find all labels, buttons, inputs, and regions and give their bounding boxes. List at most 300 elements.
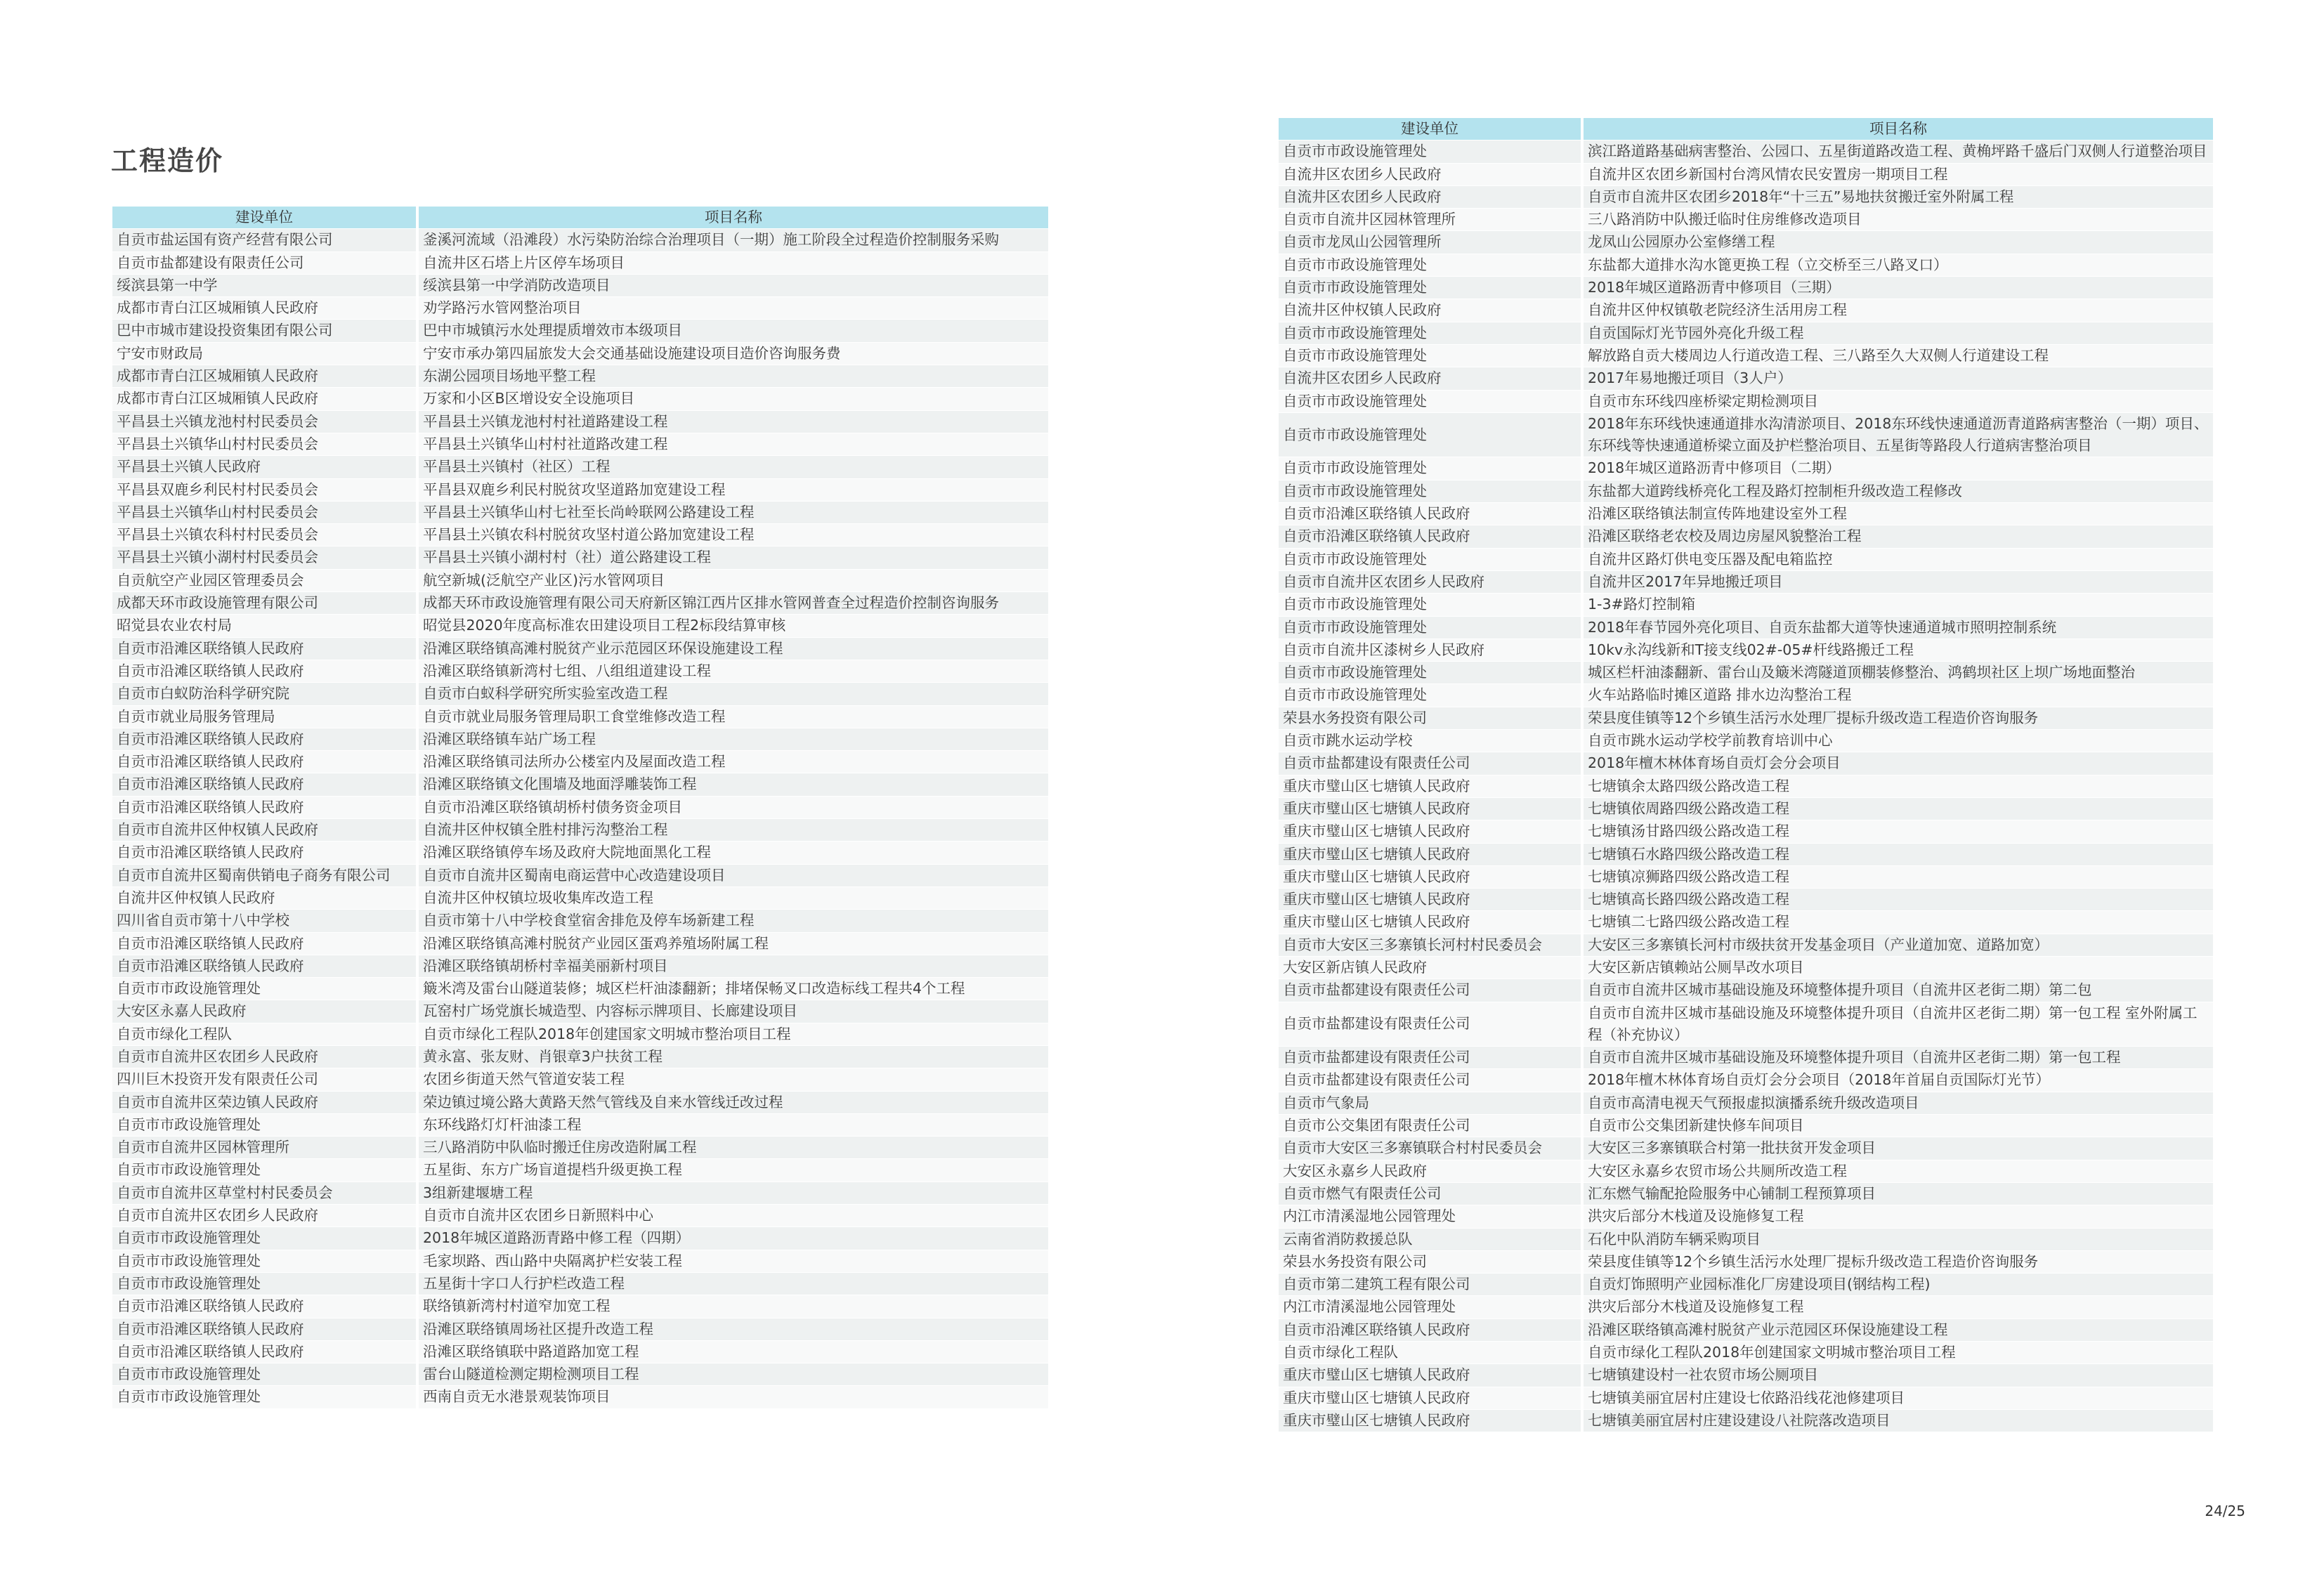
column-header-project: 项目名称: [417, 207, 1048, 229]
cell-unit: 平昌县土兴镇小湖村村民委员会: [112, 547, 417, 569]
cell-project: 巴中市城镇污水处理提质增效市本级项目: [417, 320, 1048, 342]
cell-project: 联络镇新湾村村道窄加宽工程: [417, 1295, 1048, 1318]
cell-unit: 重庆市璧山区七塘镇人民政府: [1279, 797, 1582, 820]
table-row: [1279, 684, 2213, 707]
cell-project: 平昌县土兴镇村（社区）工程: [417, 456, 1048, 478]
table-row: [1279, 889, 2213, 911]
cell-project: 自贡市高清电视天气预报虚拟演播系统升级改造项目: [1582, 1092, 2213, 1114]
cell-unit: 四川省自贡市第十八中学校: [112, 910, 417, 932]
table-row: [1279, 1182, 2213, 1205]
cell-project: 沿滩区联络镇文化围墙及地面浮雕装饰工程: [417, 773, 1048, 796]
cell-project: 自流井区仲权镇垃圾收集库改造工程: [417, 886, 1048, 909]
cell-unit: 绥滨县第一中学: [112, 274, 417, 296]
cell-unit: 自流井区仲权镇人民政府: [1279, 299, 1582, 322]
table-row: [112, 297, 1048, 320]
cell-project: 自贡市绿化工程队2018年创建国家文明城市整治项目工程: [417, 1023, 1048, 1045]
cell-project: 东环线路灯灯杆油漆工程: [417, 1113, 1048, 1136]
table-row: [1279, 730, 2213, 752]
table-row: [112, 705, 1048, 728]
table-row: [1279, 1409, 2213, 1432]
table-row: [1279, 1092, 2213, 1114]
cell-project: 自贡市自流井区农团乡日新照料中心: [417, 1205, 1048, 1227]
cell-unit: 宁安市财政局: [112, 342, 417, 365]
cell-project: 成都天环市政设施管理有限公司天府新区锦江西片区排水管网普查全过程造价控制咨询服务: [417, 592, 1048, 615]
cell-project: 自贡市绿化工程队2018年创建国家文明城市整治项目工程: [1582, 1342, 2213, 1364]
cell-unit: 四川巨木投资开发有限责任公司: [112, 1068, 417, 1091]
cell-project: 七塘镇汤甘路四级公路改造工程: [1582, 820, 2213, 843]
table-row: [1279, 865, 2213, 888]
cell-project: 石化中队消防车辆采购项目: [1582, 1228, 2213, 1250]
table-row: [1279, 185, 2213, 208]
cell-unit: 内江市清溪湿地公园管理处: [1279, 1296, 1582, 1318]
cell-unit: 自贡市第二建筑工程有限公司: [1279, 1274, 1582, 1296]
table-row: [1279, 344, 2213, 367]
table-row: [1279, 843, 2213, 865]
table-row: [112, 1205, 1048, 1227]
cell-unit: 昭觉县农业农村局: [112, 615, 417, 637]
cell-project: 平昌县土兴镇农科村脱贫攻坚村道公路加宽建设工程: [417, 524, 1048, 547]
cell-unit: 自贡市沿滩区联络镇人民政府: [112, 932, 417, 955]
cell-project: 大安区三多寨镇长河村市级扶贫开发基金项目（产业道加宽、道路加宽）: [1582, 934, 2213, 956]
table-row: [1279, 775, 2213, 797]
table-row: [112, 886, 1048, 909]
cell-project: 沿滩区联络镇法制宣传阵地建设室外工程: [1582, 503, 2213, 525]
table-row: [1279, 797, 2213, 820]
cell-project: 荣边镇过境公路大黄路天然气管线及自来水管线迁改过程: [417, 1091, 1048, 1113]
cell-unit: 自贡市沿滩区联络镇人民政府: [112, 1340, 417, 1363]
cell-unit: 重庆市璧山区七塘镇人民政府: [1279, 865, 1582, 888]
cell-project: 城区栏杆油漆翻新、雷台山及簸米湾隧道顶棚装修整治、鸿鹤坝社区上坝广场地面整治: [1582, 662, 2213, 684]
cell-unit: 重庆市璧山区七塘镇人民政府: [1279, 889, 1582, 911]
right-table-body: [1279, 140, 2213, 1432]
table-row: [1279, 662, 2213, 684]
cell-project: 自贡市东环线四座桥梁定期检测项目: [1582, 390, 2213, 412]
table-row: [1279, 412, 2213, 457]
cell-unit: 平昌县土兴镇人民政府: [112, 456, 417, 478]
cell-project: 自贡市自流井区城市基础设施及环境整体提升项目（自流井区老街二期）第一包工程 室外附属工程（补充协议）: [1582, 1002, 2213, 1047]
table-row: [112, 229, 1048, 251]
table-row: [1279, 1318, 2213, 1341]
cell-project: 五星街十字口人行护栏改造工程: [417, 1272, 1048, 1295]
cell-project: 洪灾后部分木栈道及设施修复工程: [1582, 1296, 2213, 1318]
table-row: [1279, 457, 2213, 480]
cell-unit: 自贡市自流井区园林管理所: [112, 1137, 417, 1159]
table-row: [1279, 570, 2213, 593]
table-row: [1279, 1364, 2213, 1387]
cell-project: 航空新城(泛航空产业区)污水管网项目: [417, 569, 1048, 591]
table-header-row: [112, 207, 1048, 229]
cell-unit: 自流井区仲权镇人民政府: [112, 886, 417, 909]
column-header-unit: 建设单位: [1279, 118, 1582, 140]
cell-project: 解放路自贡大楼周边人行道改造工程、三八路至久大双侧人行道建设工程: [1582, 344, 2213, 367]
cell-unit: 自贡市市政设施管理处: [1279, 277, 1582, 299]
cell-unit: 自贡市市政设施管理处: [1279, 594, 1582, 616]
cell-project: 沿滩区联络镇车站广场工程: [417, 728, 1048, 750]
table-row: [112, 365, 1048, 388]
cell-unit: 荣县水务投资有限公司: [1279, 1250, 1582, 1273]
cell-unit: 自流井区农团乡人民政府: [1279, 367, 1582, 390]
cell-project: 自流井区石塔上片区停车场项目: [417, 251, 1048, 274]
cell-unit: 自贡市市政设施管理处: [112, 1272, 417, 1295]
cell-unit: 重庆市璧山区七塘镇人民政府: [1279, 911, 1582, 934]
cell-unit: 自贡市沿滩区联络镇人民政府: [112, 660, 417, 682]
table-row: [112, 478, 1048, 501]
cell-unit: 内江市清溪湿地公园管理处: [1279, 1205, 1582, 1228]
table-row: [1279, 548, 2213, 570]
cell-unit: 重庆市璧山区七塘镇人民政府: [1279, 775, 1582, 797]
cell-unit: 自贡市就业局服务管理局: [112, 705, 417, 728]
table-row: [1279, 1387, 2213, 1409]
cell-unit: 平昌县土兴镇龙池村村民委员会: [112, 410, 417, 433]
cell-unit: 成都市青白江区城厢镇人民政府: [112, 297, 417, 320]
cell-unit: 自贡市沿滩区联络镇人民政府: [112, 1318, 417, 1340]
cell-project: 2018年檀木林体育场自贡灯会分会项目: [1582, 752, 2213, 775]
cell-project: 自贡市自流井区蜀南电商运营中心改造建设项目: [417, 864, 1048, 886]
cell-unit: 自贡市市政设施管理处: [1279, 662, 1582, 684]
table-row: [112, 1227, 1048, 1250]
cell-project: 昭觉县2020年度高标准农田建设项目工程2标段结算审核: [417, 615, 1048, 637]
table-row: [112, 410, 1048, 433]
cell-unit: 自贡市沿滩区联络镇人民政府: [112, 955, 417, 977]
cell-project: 三八路消防中队临时搬迁住房改造附属工程: [417, 1137, 1048, 1159]
cell-unit: 自贡市市政设施管理处: [1279, 390, 1582, 412]
table-row: [112, 955, 1048, 977]
cell-unit: 自贡市沿滩区联络镇人民政府: [1279, 1318, 1582, 1341]
cell-project: 荣县度佳镇等12个乡镇生活污水处理厂提标升级改造工程造价咨询服务: [1582, 707, 2213, 729]
cell-project: 自流井区仲权镇敬老院经济生活用房工程: [1582, 299, 2213, 322]
table-row: [112, 320, 1048, 342]
cell-unit: 重庆市璧山区七塘镇人民政府: [1279, 1387, 1582, 1409]
cell-unit: 自贡市自流井区园林管理所: [1279, 209, 1582, 231]
table-row: [112, 1363, 1048, 1386]
cell-project: 自贡市第十八中学校食堂宿舍排危及停车场新建工程: [417, 910, 1048, 932]
table-row: [1279, 1228, 2213, 1250]
column-header-project: 项目名称: [1582, 118, 2213, 140]
cell-unit: 自贡市市政设施管理处: [1279, 140, 1582, 163]
table-row: [1279, 1274, 2213, 1296]
cell-unit: 自贡航空产业园区管理委员会: [112, 569, 417, 591]
cell-project: 七塘镇石水路四级公路改造工程: [1582, 843, 2213, 865]
cell-unit: 自贡市市政设施管理处: [1279, 457, 1582, 480]
cell-unit: 重庆市璧山区七塘镇人民政府: [1279, 1364, 1582, 1387]
table-row: [1279, 707, 2213, 729]
table-row: [112, 932, 1048, 955]
table-row: [1279, 639, 2213, 661]
cell-unit: 自贡市公交集团有限责任公司: [1279, 1115, 1582, 1137]
cell-unit: 成都市青白江区城厢镇人民政府: [112, 388, 417, 410]
table-row: [112, 1068, 1048, 1091]
cell-project: 七塘镇建设村一社农贸市场公厕项目: [1582, 1364, 2213, 1387]
cell-project: 2018年城区道路沥青路中修工程（四期）: [417, 1227, 1048, 1250]
table-row: [1279, 163, 2213, 185]
table-row: [1279, 525, 2213, 548]
cell-unit: 自贡市自流井区农团乡人民政府: [112, 1045, 417, 1068]
cell-unit: 自贡市市政设施管理处: [112, 1159, 417, 1182]
cell-project: 七塘镇美丽宜居村庄建设七依路沿线花池修建项目: [1582, 1387, 2213, 1409]
table-row: [112, 342, 1048, 365]
cell-unit: 自流井区农团乡人民政府: [1279, 185, 1582, 208]
cell-unit: 自贡市龙凤山公园管理所: [1279, 231, 1582, 254]
cell-project: 沿滩区联络镇胡桥村幸福美丽新村项目: [417, 955, 1048, 977]
cell-unit: 自贡市跳水运动学校: [1279, 730, 1582, 752]
table-row: [112, 978, 1048, 1000]
cell-project: 1-3#路灯控制箱: [1582, 594, 2213, 616]
cell-project: 东盐都大道跨线桥亮化工程及路灯控制柜升级改造工程修改: [1582, 480, 2213, 502]
cell-project: 大安区三多寨镇联合村第一批扶贫开发金项目: [1582, 1137, 2213, 1160]
table-row: [1279, 322, 2213, 344]
cell-project: 火车站路临时摊区道路 排水边沟整治工程: [1582, 684, 2213, 707]
column-header-unit: 建设单位: [112, 207, 417, 229]
cell-unit: 自贡市市政设施管理处: [112, 978, 417, 1000]
cell-project: 沿滩区联络老农校及周边房屋风貌整治工程: [1582, 525, 2213, 548]
table-row: [1279, 254, 2213, 276]
cell-project: 平昌县土兴镇华山村七社至长尚岭联网公路建设工程: [417, 501, 1048, 523]
cell-unit: 自流井区农团乡人民政府: [1279, 163, 1582, 185]
table-row: [1279, 956, 2213, 979]
cell-unit: 自贡市气象局: [1279, 1092, 1582, 1114]
cell-unit: 成都天环市政设施管理有限公司: [112, 592, 417, 615]
table-row: [112, 547, 1048, 569]
table-row: [112, 819, 1048, 842]
cell-project: 劝学路污水管网整治项目: [417, 297, 1048, 320]
cell-unit: 自贡市盐都建设有限责任公司: [1279, 1047, 1582, 1069]
table-row: [112, 728, 1048, 750]
cell-unit: 大安区永嘉乡人民政府: [1279, 1160, 1582, 1182]
cell-project: 自贡市白蚁科学研究所实验室改造工程: [417, 683, 1048, 705]
cell-project: 自贡市公交集团新建快修车间项目: [1582, 1115, 2213, 1137]
left-project-table: [112, 207, 1048, 1408]
cell-unit: 自贡市沿滩区联络镇人民政府: [112, 728, 417, 750]
table-row: [112, 251, 1048, 274]
table-row: [1279, 1069, 2213, 1092]
cell-project: 2018年城区道路沥青中修项目（三期）: [1582, 277, 2213, 299]
cell-project: 龙凤山公园原办公室修缮工程: [1582, 231, 2213, 254]
cell-unit: 自贡市市政设施管理处: [1279, 684, 1582, 707]
table-row: [112, 456, 1048, 478]
table-row: [1279, 1137, 2213, 1160]
table-row: [112, 1250, 1048, 1272]
cell-project: 平昌县双鹿乡利民村脱贫攻坚道路加宽建设工程: [417, 478, 1048, 501]
table-row: [112, 501, 1048, 523]
table-row: [112, 773, 1048, 796]
cell-project: 毛家坝路、西山路中央隔离护栏安装工程: [417, 1250, 1048, 1272]
table-row: [1279, 594, 2213, 616]
table-row: [112, 1295, 1048, 1318]
cell-unit: 自贡市沿滩区联络镇人民政府: [112, 796, 417, 818]
cell-project: 自贡市沿滩区联络镇胡桥村债务资金项目: [417, 796, 1048, 818]
table-row: [1279, 299, 2213, 322]
cell-unit: 自贡市大安区三多寨镇联合村村民委员会: [1279, 1137, 1582, 1160]
cell-project: 东盐都大道排水沟水篦更换工程（立交桥至三八路叉口）: [1582, 254, 2213, 276]
cell-project: 沿滩区联络镇联中路道路加宽工程: [417, 1340, 1048, 1363]
cell-project: 平昌县土兴镇华山村村社道路改建工程: [417, 433, 1048, 455]
cell-unit: 自贡市市政设施管理处: [1279, 344, 1582, 367]
table-row: [1279, 1160, 2213, 1182]
cell-unit: 平昌县土兴镇农科村村民委员会: [112, 524, 417, 547]
cell-project: 自贡市跳水运动学校学前教育培训中心: [1582, 730, 2213, 752]
cell-project: 宁安市承办第四届旅发大会交通基础设施建设项目造价咨询服务费: [417, 342, 1048, 365]
cell-project: 西南自贡无水港景观装饰项目: [417, 1386, 1048, 1408]
cell-unit: 自贡市市政设施管理处: [112, 1113, 417, 1136]
table-row: [112, 751, 1048, 773]
table-row: [1279, 616, 2213, 639]
table-row: [112, 1023, 1048, 1045]
cell-project: 自贡市就业局服务管理局职工食堂维修改造工程: [417, 705, 1048, 728]
cell-project: 自贡市自流井区农团乡2018年“十三五”易地扶贫搬迁室外附属工程: [1582, 185, 2213, 208]
table-row: [1279, 367, 2213, 390]
table-row: [1279, 480, 2213, 502]
table-row: [112, 1000, 1048, 1023]
cell-unit: 自贡市自流井区草堂村村民委员会: [112, 1182, 417, 1204]
table-row: [1279, 1205, 2213, 1228]
cell-unit: 自贡市盐运国有资产经营有限公司: [112, 229, 417, 251]
page-number: 24/25: [2205, 1503, 2245, 1519]
cell-project: 自贡市自流井区城市基础设施及环境整体提升项目（自流井区老街二期）第二包: [1582, 979, 2213, 1002]
cell-project: 七塘镇二七路四级公路改造工程: [1582, 911, 2213, 934]
cell-project: 2017年易地搬迁项目（3人户）: [1582, 367, 2213, 390]
table-row: [1279, 1115, 2213, 1137]
cell-project: 雷台山隧道检测定期检测项目工程: [417, 1363, 1048, 1386]
cell-unit: 自贡市自流井区农团乡人民政府: [1279, 570, 1582, 593]
cell-project: 自流井区2017年异地搬迁项目: [1582, 570, 2213, 593]
cell-project: 3组新建堰塘工程: [417, 1182, 1048, 1204]
cell-project: 七塘镇凉狮路四级公路改造工程: [1582, 865, 2213, 888]
cell-project: 三八路消防中队搬迁临时住房维修改造项目: [1582, 209, 2213, 231]
cell-unit: 自贡市盐都建设有限责任公司: [112, 251, 417, 274]
cell-unit: 自贡市燃气有限责任公司: [1279, 1182, 1582, 1205]
table-row: [1279, 503, 2213, 525]
table-row: [112, 388, 1048, 410]
cell-unit: 平昌县双鹿乡利民村村民委员会: [112, 478, 417, 501]
table-row: [112, 1182, 1048, 1204]
table-row: [1279, 277, 2213, 299]
cell-unit: 自贡市盐都建设有限责任公司: [1279, 1002, 1582, 1047]
table-row: [112, 615, 1048, 637]
cell-unit: 平昌县土兴镇华山村村民委员会: [112, 501, 417, 523]
table-row: [112, 1137, 1048, 1159]
cell-unit: 自贡市市政设施管理处: [1279, 480, 1582, 502]
cell-project: 东湖公园项目场地平整工程: [417, 365, 1048, 388]
cell-unit: 自贡市盐都建设有限责任公司: [1279, 1069, 1582, 1092]
table-row: [112, 864, 1048, 886]
table-row: [1279, 820, 2213, 843]
cell-project: 沿滩区联络镇停车场及政府大院地面黑化工程: [417, 842, 1048, 864]
cell-project: 沿滩区联络镇新湾村七组、八组组道建设工程: [417, 660, 1048, 682]
table-row: [112, 433, 1048, 455]
table-row: [1279, 140, 2213, 163]
right-project-table: [1279, 118, 2213, 1432]
cell-unit: 自贡市市政设施管理处: [1279, 412, 1582, 457]
cell-unit: 自贡市自流井区荣边镇人民政府: [112, 1091, 417, 1113]
cell-unit: 重庆市璧山区七塘镇人民政府: [1279, 843, 1582, 865]
table-row: [1279, 390, 2213, 412]
table-row: [112, 660, 1048, 682]
cell-unit: 自贡市白蚁防治科学研究院: [112, 683, 417, 705]
cell-unit: 自贡市自流井区蜀南供销电子商务有限公司: [112, 864, 417, 886]
cell-unit: 自贡市大安区三多寨镇长河村村民委员会: [1279, 934, 1582, 956]
table-row: [1279, 1002, 2213, 1047]
cell-unit: 荣县水务投资有限公司: [1279, 707, 1582, 729]
cell-project: 沿滩区联络镇高滩村脱贫产业示范园区环保设施建设工程: [417, 637, 1048, 660]
cell-project: 釜溪河流域（沿滩段）水污染防治综合治理项目（一期）施工阶段全过程造价控制服务采购: [417, 229, 1048, 251]
cell-unit: 成都市青白江区城厢镇人民政府: [112, 365, 417, 388]
table-row: [1279, 1342, 2213, 1364]
cell-project: 洪灾后部分木栈道及设施修复工程: [1582, 1205, 2213, 1228]
cell-project: 自贡国际灯光节园外亮化升级工程: [1582, 322, 2213, 344]
table-row: [112, 683, 1048, 705]
cell-unit: 自贡市沿滩区联络镇人民政府: [1279, 525, 1582, 548]
cell-unit: 自贡市市政设施管理处: [112, 1363, 417, 1386]
cell-project: 平昌县土兴镇龙池村村社道路建设工程: [417, 410, 1048, 433]
table-row: [1279, 911, 2213, 934]
cell-unit: 自贡市市政设施管理处: [112, 1386, 417, 1408]
table-row: [1279, 1296, 2213, 1318]
table-row: [112, 1318, 1048, 1340]
cell-unit: 平昌县土兴镇华山村村民委员会: [112, 433, 417, 455]
cell-project: 10kv永沟线新和T接支线02#-05#杆线路搬迁工程: [1582, 639, 2213, 661]
table-row: [1279, 209, 2213, 231]
cell-unit: 重庆市璧山区七塘镇人民政府: [1279, 1409, 1582, 1432]
cell-unit: 自贡市沿滩区联络镇人民政府: [112, 751, 417, 773]
table-row: [112, 910, 1048, 932]
cell-project: 荣县度佳镇等12个乡镇生活污水处理厂提标升级改造工程造价咨询服务: [1582, 1250, 2213, 1273]
table-row: [112, 1045, 1048, 1068]
table-row: [112, 796, 1048, 818]
cell-project: 2018年东环线快速通道排水沟清淤项目、2018东环线快速通道沥青道路病害整治（一期）项目、东环线等快速通道桥梁立面及护栏整治项目、五星街等路段人行道病害整治项目: [1582, 412, 2213, 457]
table-row: [112, 1091, 1048, 1113]
cell-project: 滨江路道路基础病害整治、公园口、五星街道路改造工程、黄桷坪路千盛后门双侧人行道整治项目: [1582, 140, 2213, 163]
table-row: [1279, 1047, 2213, 1069]
cell-project: 自流井区仲权镇全胜村排污沟整治工程: [417, 819, 1048, 842]
cell-project: 七塘镇美丽宜居村庄建设建设八社院落改造项目: [1582, 1409, 2213, 1432]
cell-project: 沿滩区联络镇高滩村脱贫产业园区蛋鸡养殖场附属工程: [417, 932, 1048, 955]
cell-unit: 自贡市市政设施管理处: [1279, 548, 1582, 570]
cell-project: 平昌县土兴镇小湖村村（社）道公路建设工程: [417, 547, 1048, 569]
cell-unit: 自贡市市政设施管理处: [112, 1227, 417, 1250]
cell-project: 沿滩区联络镇高滩村脱贫产业示范园区环保设施建设工程: [1582, 1318, 2213, 1341]
cell-project: 2018年城区道路沥青中修项目（二期）: [1582, 457, 2213, 480]
cell-project: 七塘镇高长路四级公路改造工程: [1582, 889, 2213, 911]
cell-unit: 自贡市市政设施管理处: [1279, 322, 1582, 344]
table-row: [112, 1340, 1048, 1363]
cell-project: 自流井区农团乡新国村台湾风情农民安置房一期项目工程: [1582, 163, 2213, 185]
cell-project: 沿滩区联络镇周场社区提升改造工程: [417, 1318, 1048, 1340]
table-row: [112, 524, 1048, 547]
cell-unit: 重庆市璧山区七塘镇人民政府: [1279, 820, 1582, 843]
cell-unit: 自贡市沿滩区联络镇人民政府: [112, 773, 417, 796]
cell-unit: 自贡市自流井区农团乡人民政府: [112, 1205, 417, 1227]
table-row: [112, 1159, 1048, 1182]
cell-project: 2018年檀木林体育场自贡灯会分会项目（2018年首届自贡国际灯光节）: [1582, 1069, 2213, 1092]
cell-project: 绥滨县第一中学消防改造项目: [417, 274, 1048, 296]
table-row: [112, 274, 1048, 296]
cell-unit: 自贡市市政设施管理处: [1279, 254, 1582, 276]
table-row: [1279, 934, 2213, 956]
cell-unit: 自贡市自流井区仲权镇人民政府: [112, 819, 417, 842]
table-row: [1279, 231, 2213, 254]
table-row: [1279, 1250, 2213, 1273]
cell-unit: 自贡市沿滩区联络镇人民政府: [112, 842, 417, 864]
cell-project: 七塘镇依周路四级公路改造工程: [1582, 797, 2213, 820]
cell-unit: 巴中市城市建设投资集团有限公司: [112, 320, 417, 342]
cell-project: 七塘镇余太路四级公路改造工程: [1582, 775, 2213, 797]
cell-project: 大安区永嘉乡农贸市场公共厕所改造工程: [1582, 1160, 2213, 1182]
cell-unit: 自贡市沿滩区联络镇人民政府: [1279, 503, 1582, 525]
cell-project: 五星街、东方广场盲道提档升级更换工程: [417, 1159, 1048, 1182]
table-row: [112, 1113, 1048, 1136]
table-header-row: [1279, 118, 2213, 140]
table-row: [112, 592, 1048, 615]
